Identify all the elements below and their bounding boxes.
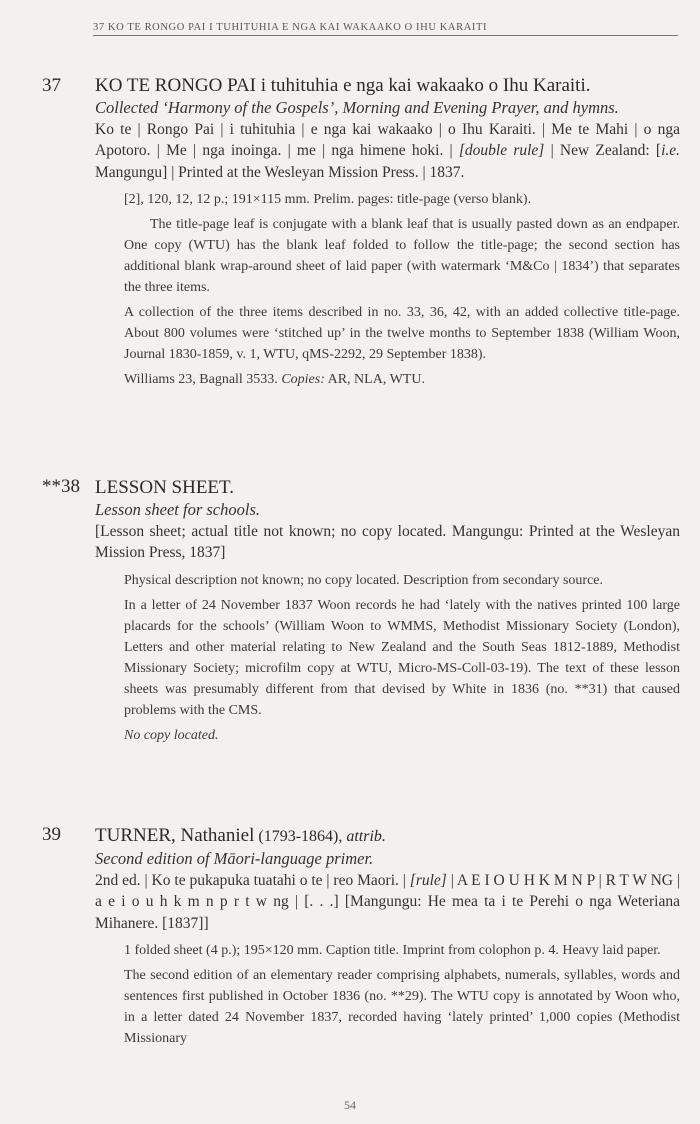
title-transcription: [Lesson sheet; actual title not known; no copy located. Mangungu: Printed at the Wesleyan Mission Press, 1837]	[95, 522, 680, 561]
transcription-text: Mangungu] | Printed at the Wesleyan Mission Press. | 1837.	[95, 163, 465, 181]
transcription-text: Ko te | Rongo Pai | i tuhituhia | e nga kai wakaako | o Ihu Karaiti. | Me te Mahi | o nga Apotoro. | Me | nga inoinga. | me | nga himene hoki. |	[95, 120, 680, 159]
note-paragraph: In a letter of 24 November 1837 Woon records he had ‘lately with the natives printed 100 large placards for the schools’ (William Woon to WMMS, Methodist Missionary Society (London), Letters and other material relating to New Zealand and the South Seas 1812-1889, Methodist Missionary Society; microfilm copy at WTU, Micro-MS-Coll-03-19). The text of these lesson sheets was presumably different from that devised by White in 1836 (no. **31) that caused problems with the CMS.	[124, 597, 680, 718]
references-text: Williams 23, Bagnall 3533.	[124, 372, 282, 387]
references	[124, 369, 680, 390]
entry-subtitle: Lesson sheet for schools.	[95, 500, 260, 519]
copies-text: AR, NLA, WTU.	[324, 372, 425, 387]
entry-notes	[124, 570, 680, 746]
transcription-text: 2nd ed. | Ko te pukapuka tuatahi o te | reo Maori. |	[95, 871, 410, 889]
entry-subtitle: Collected ‘Harmony of the Gospels’, Morning and Evening Prayer, and hymns.	[95, 98, 619, 117]
entry-title: KO TE RONGO PAI i tuhituhia e nga kai wakaako o Ihu Karaiti.	[95, 75, 591, 96]
transcription-italic: i.e.	[661, 142, 680, 159]
entry-body	[95, 74, 680, 394]
entry-notes	[124, 940, 680, 1049]
page-number: 54	[344, 1098, 356, 1112]
running-head: 37 KO TE RONGO PAI I TUHITUHIA E NGA KAI WAKAAKO O IHU KARAITI	[93, 22, 678, 36]
author-name: TURNER, Nathaniel	[95, 825, 255, 846]
author-dates: (1793-1864),	[254, 828, 347, 845]
entry-subtitle: Second edition of Māori-language primer.	[95, 849, 374, 868]
physical-description: [2], 120, 12, 12 p.; 191×115 mm. Prelim. pages: title-page (verso blank).	[124, 192, 532, 207]
entry-title: LESSON SHEET.	[95, 477, 234, 498]
copies-label: Copies:	[281, 372, 325, 387]
entry-title	[95, 824, 680, 848]
entry-body	[95, 476, 680, 750]
transcription-italic: [double rule]	[458, 142, 545, 159]
title-transcription	[95, 870, 680, 935]
title-transcription	[95, 119, 680, 184]
transcription-text: | A E I O U H K M N P | R T W NG | a e i o u h k m n p r t w ng | [. . .] [Mangungu: He mea ta i te Perehi o nga Weteriana Mihanere. [1837]]	[95, 871, 680, 932]
transcription-italic: [rule]	[409, 871, 447, 889]
note-paragraph: The second edition of an elementary reader comprising alphabets, numerals, syllables, words and sentences first published in October 1836 (no. **29). The WTU copy is annotated by Woon who, in a letter dated 24 November 1837, recorded having ‘lately printed’ 1,000 copies (Methodist Missionary	[124, 968, 680, 1046]
entry-number: 37	[42, 75, 61, 96]
entry-body	[95, 824, 680, 1053]
attribution: attrib.	[346, 828, 386, 845]
note-paragraph: A collection of the three items described in no. 33, 36, 42, with an added collective title-page. About 800 volumes were ‘stitched up’ in the twelve months to September 1838 (William Woon, Journal 1830-1859, v. 1, WTU, qMS-2292, 29 September 1838).	[124, 305, 680, 362]
physical-description: Physical description not known; no copy located. Description from secondary source.	[124, 572, 603, 588]
transcription-text: | New Zealand: [	[544, 142, 662, 159]
physical-description: 1 folded sheet (4 p.); 195×120 mm. Caption title. Imprint from colophon p. 4. Heavy laid paper.	[124, 943, 661, 958]
entry-number: **38	[42, 476, 80, 497]
note-paragraph: The title-page leaf is conjugate with a blank leaf that is usually pasted down as an endpaper. One copy (WTU) has the blank leaf folded to follow the title-page; the second section has additional blank wrap-around sheet of laid paper (with watermark ‘M&Co | 1834’) that separates the three items.	[124, 217, 680, 295]
copies-note: No copy located.	[124, 727, 219, 743]
entry-notes	[124, 189, 680, 390]
entry-number: 39	[42, 824, 61, 845]
